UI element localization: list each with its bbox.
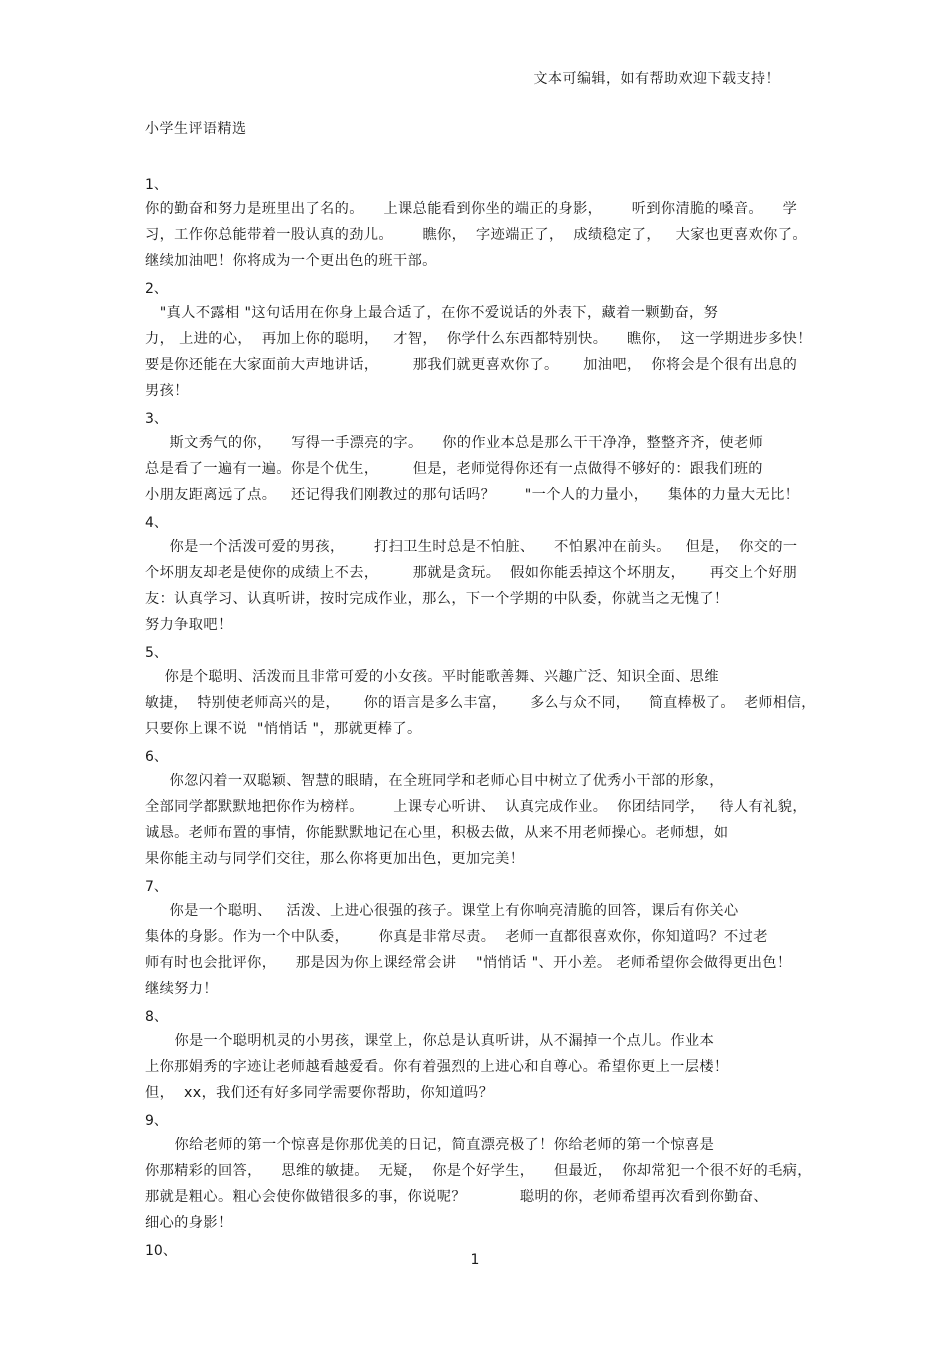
document-title: 小学生评语精选 bbox=[145, 121, 247, 137]
entry-text-line: 你的勤奋和努力是班里出了名的。 上课总能看到你坐的端正的身影， 听到你清脆的嗓音。 学 bbox=[145, 201, 798, 217]
entry-text-line: 那就是粗心。粗心会使你做错很多的事，你说呢？ 聪明的你，老师希望再次看到你勤奋、 bbox=[145, 1189, 768, 1205]
page-number: 1 bbox=[470, 1252, 480, 1268]
entry-text-line: 但， xx，我们还有好多同学需要你帮助，你知道吗？ bbox=[145, 1085, 494, 1101]
entry-number: 8、 bbox=[145, 1009, 168, 1025]
entry-text-line: 总是看了一遍有一遍。你是个优生， 但是，老师觉得你还有一点做得不够好的：跟我们班的 bbox=[145, 461, 763, 477]
entry-text-line: 上你那娟秀的字迹让老师越看越爱看。你有着强烈的上进心和自尊心。希望你更上一层楼！ bbox=[145, 1059, 729, 1075]
comment-entry bbox=[145, 876, 815, 1002]
entry-number: 7、 bbox=[145, 879, 168, 895]
entry-text-line: 你是个聪明、活泼而且非常可爱的小女孩。平时能歌善舞、兴趣广泛、知识全面、思维 bbox=[145, 669, 719, 685]
entry-number: 9、 bbox=[145, 1113, 168, 1129]
header-note: 文本可编辑，如有帮助欢迎下载支持！ bbox=[533, 71, 780, 87]
entry-number: 1、 bbox=[145, 177, 168, 193]
comment-entry bbox=[145, 1006, 815, 1106]
entry-text-line: 集体的身影。作为一个中队委， 你真是非常尽责。 老师一直都很喜欢你，你知道吗？不过老 bbox=[145, 929, 768, 945]
entry-text-line: 斯文秀气的你， 写得一手漂亮的字。 你的作业本总是那么干干净净，整整齐齐，使老师 bbox=[145, 435, 764, 451]
comment-entry bbox=[145, 278, 815, 404]
comment-entry bbox=[145, 746, 815, 872]
entry-text-line: 小朋友距离远了点。 还记得我们刚教过的那句话吗？ "一个人的力量小， 集体的力量大无比！ bbox=[145, 487, 800, 503]
comment-entry bbox=[145, 174, 815, 274]
entry-text-line: 继续加油吧！你将成为一个更出色的班干部。 bbox=[145, 253, 437, 269]
entry-text-line: 个坏朋友却老是使你的成绩上不去， 那就是贪玩。 假如你能丢掉这个坏朋友， 再交上个好朋 bbox=[145, 565, 798, 581]
entry-text-line: 继续努力！ bbox=[145, 981, 218, 997]
entry-number: 6、 bbox=[145, 749, 168, 765]
entry-text-line: 力， 上进的心， 再加上你的聪明， 才智， 你学什么东西都特别快。 瞧你， 这一学期进步多快！ bbox=[145, 331, 812, 347]
entry-text-line: 诚恳。老师布置的事情，你能默默地记在心里，积极去做，从来不用老师操心。老师想，如 bbox=[145, 825, 729, 841]
entry-text-line: 你是一个活泼可爱的男孩， 打扫卫生时总是不怕脏、 不怕累冲在前头。 但是， 你交的一 bbox=[145, 539, 798, 555]
entry-number: 3、 bbox=[145, 411, 168, 427]
comment-entry bbox=[145, 408, 815, 508]
entry-text-line: 全部同学都默默地把你作为榜样。 上课专心听讲、 认真完成作业。 你团结同学， 待人有礼貌， bbox=[145, 799, 807, 815]
comment-entry bbox=[145, 512, 815, 638]
entry-text-line: 你忽闪着一双聪颖、智慧的眼睛，在全班同学和老师心目中树立了优秀小干部的形象， bbox=[145, 773, 724, 789]
entry-text-line: 友：认真学习、认真听讲，按时完成作业，那么，下一个学期的中队委，你就当之无愧了！ bbox=[145, 591, 729, 607]
entry-number: 5、 bbox=[145, 645, 168, 661]
entry-text-line: 你给老师的第一个惊喜是你那优美的日记，简直漂亮极了！你给老师的第一个惊喜是 bbox=[145, 1137, 715, 1153]
entry-text-line: 你是一个聪明机灵的小男孩，课堂上，你总是认真听讲，从不漏掉一个点儿。作业本 bbox=[145, 1033, 715, 1049]
document-body bbox=[145, 170, 815, 1262]
entry-number: 4、 bbox=[145, 515, 168, 531]
entry-text-line: 男孩！ bbox=[145, 383, 189, 399]
entry-text-line: 习，工作你总能带着一股认真的劲儿。 瞧你， 字迹端正了， 成绩稳定了， 大家也更喜欢你了。 bbox=[145, 227, 807, 243]
entry-text-line: 努力争取吧！ bbox=[145, 617, 233, 633]
entry-text-line: 果你能主动与同学们交往，那么你将更加出色，更加完美！ bbox=[145, 851, 525, 867]
entry-text-line: 敏捷， 特别使老师高兴的是， 你的语言是多么丰富， 多么与众不同， 简直棒极了。 老师相信， bbox=[145, 695, 816, 711]
entry-text-line: 你那精彩的回答， 思维的敏捷。 无疑， 你是个好学生， 但最近， 你却常犯一个很不好的毛病， bbox=[145, 1163, 812, 1179]
comment-entry bbox=[145, 642, 815, 742]
entry-text-line: "真人不露相 "这句话用在你身上最合适了，在你不爱说话的外表下，藏着一颗勤奋，努 bbox=[145, 305, 719, 321]
entry-text-line: 细心的身影！ bbox=[145, 1215, 233, 1231]
entry-number: 10、 bbox=[145, 1243, 177, 1259]
entry-text-line: 只要你上课不说 "悄悄话 "，那就更棒了。 bbox=[145, 721, 422, 737]
entry-text-line: 要是你还能在大家面前大声地讲话， 那我们就更喜欢你了。 加油吧， 你将会是个很有出息的 bbox=[145, 357, 798, 373]
entry-text-line: 师有时也会批评你， 那是因为你上课经常会讲 "悄悄话 "、开小差。 老师希望你会做得更出色！ bbox=[145, 955, 792, 971]
entry-text-line: 你是一个聪明、 活泼、上进心很强的孩子。课堂上有你响亮清脆的回答，课后有你关心 bbox=[145, 903, 739, 919]
comment-entry bbox=[145, 1110, 815, 1236]
entry-number: 2、 bbox=[145, 281, 168, 297]
